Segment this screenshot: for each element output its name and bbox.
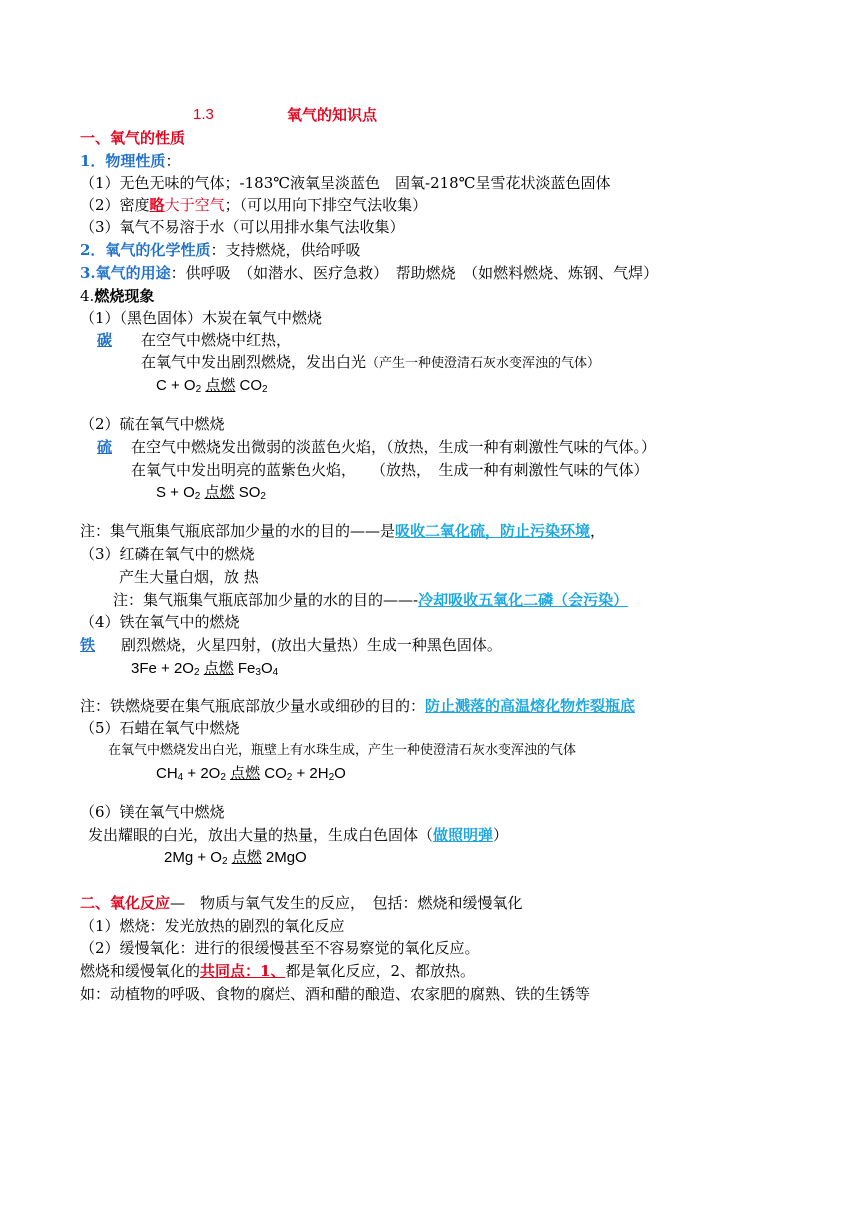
carbon-line-1: 在空气中燃烧中红热， <box>141 331 292 349</box>
iron-note: 注：铁燃烧要在集气瓶底部放少量水或细砂的目的：防止溅落的高温熔化物炸裂瓶底 <box>80 697 636 715</box>
oxygen-uses: 3.氧气的用途：供呼吸 （如潜水、医疗急救） 帮助燃烧 （如燃料燃烧、炼钢、气焊） <box>80 264 659 282</box>
iron-label: 铁 <box>80 636 96 654</box>
phosphorus-title: （3）红磷在氧气中的燃烧 <box>80 545 255 563</box>
sulfur-line-2: 在氧气中发出明亮的蓝紫色火焰， （放热， 生成一种有刺激性气味的气体） <box>131 461 649 479</box>
phys-line-2: （2）密度略大于空气；（可以用向下排空气法收集） <box>80 196 428 214</box>
paraffin-title: （5）石蜡在氧气中燃烧 <box>80 719 240 737</box>
title-number: 1.3 <box>193 106 214 123</box>
magnesium-title: （6）镁在氧气中燃烧 <box>80 803 225 821</box>
sulfur-line-1: 在空气中燃烧发出微弱的淡蓝色火焰，（放热，生成一种有刺激性气味的气体。） <box>131 438 657 456</box>
common-points: 燃烧和缓慢氧化的共同点：1、都是氧化反应，2、都放热。 <box>80 962 476 980</box>
section-1-heading: 一、氧气的性质 <box>80 129 186 147</box>
phys-line-3: （3）氧气不易溶于水（可以用排水集气法收集） <box>80 218 405 236</box>
section-2-line-2: （2）缓慢氧化：进行的很缓慢甚至不容易察觉的氧化反应。 <box>80 939 480 957</box>
carbon-title: （1）（黑色固体）木炭在氧气中燃烧 <box>80 309 323 327</box>
sulfur-equation: $S + O_2$ 点燃 $SO_2$ <box>156 484 266 502</box>
paraffin-equation: $CH_4 + 2O_2$ 点燃 $CO_2 + 2H_2O$ <box>156 765 346 783</box>
combustion-heading: 4.燃烧现象 <box>80 287 155 305</box>
physical-properties-heading: 1．物理性质： <box>80 152 181 170</box>
sulfur-note: 注：集气瓶集气瓶底部加少量的水的目的——是吸收二氧化硫，防止污染环境， <box>80 522 606 540</box>
magnesium-line-1: 发出耀眼的白光，放出大量的热量，生成白色固体（做照明弹） <box>88 826 509 844</box>
sulfur-label: 硫 <box>97 438 113 456</box>
page-title: 氧气的知识点 <box>287 106 378 124</box>
section-2-heading: 二、氧化反应— 物质与氧气发生的反应， 包括：燃烧和缓慢氧化 <box>80 894 523 912</box>
iron-equation: $3Fe + 2O_2$ 点燃 $Fe_3O_4$ <box>131 660 279 678</box>
magnesium-equation: $2Mg + O_2$ 点燃 2MgO <box>164 849 307 867</box>
sulfur-title: （2）硫在氧气中燃烧 <box>80 415 225 433</box>
paraffin-line-1: 在氧气中燃烧发出白光，瓶壁上有水珠生成，产生一种使澄清石灰水变浑浊的气体 <box>108 743 577 758</box>
examples: 如：动植物的呼吸、食物的腐烂、酒和醋的酿造、农家肥的腐熟、铁的生锈等 <box>80 985 591 1003</box>
iron-line-1: 剧烈燃烧，火星四射，(放出大量热）生成一种黑色固体。 <box>121 636 502 654</box>
phosphorus-note: 注：集气瓶集气瓶底部加少量的水的目的——-冷却吸收五氧化二磷（会污染） <box>113 591 629 609</box>
carbon-line-2: 在氧气中发出剧烈燃烧，发出白光（产生一种使澄清石灰水变浑浊的气体） <box>141 353 601 371</box>
phys-line-1: （1）无色无味的气体；-183℃液氧呈淡蓝色 固氧-218℃呈雪花状淡蓝色固体 <box>80 174 611 192</box>
carbon-label: 碳 <box>97 331 113 349</box>
carbon-equation: $C + O_2$ 点燃 $CO_2$ <box>156 377 268 395</box>
phosphorus-line-1: 产生大量白烟，放 热 <box>119 568 259 586</box>
section-2-line-1: （1）燃烧：发光放热的剧烈的氧化反应 <box>80 917 345 935</box>
iron-title: （4）铁在氧气中的燃烧 <box>80 613 240 631</box>
chemical-properties: 2．氧气的化学性质：支持燃烧，供给呼吸 <box>80 241 361 259</box>
